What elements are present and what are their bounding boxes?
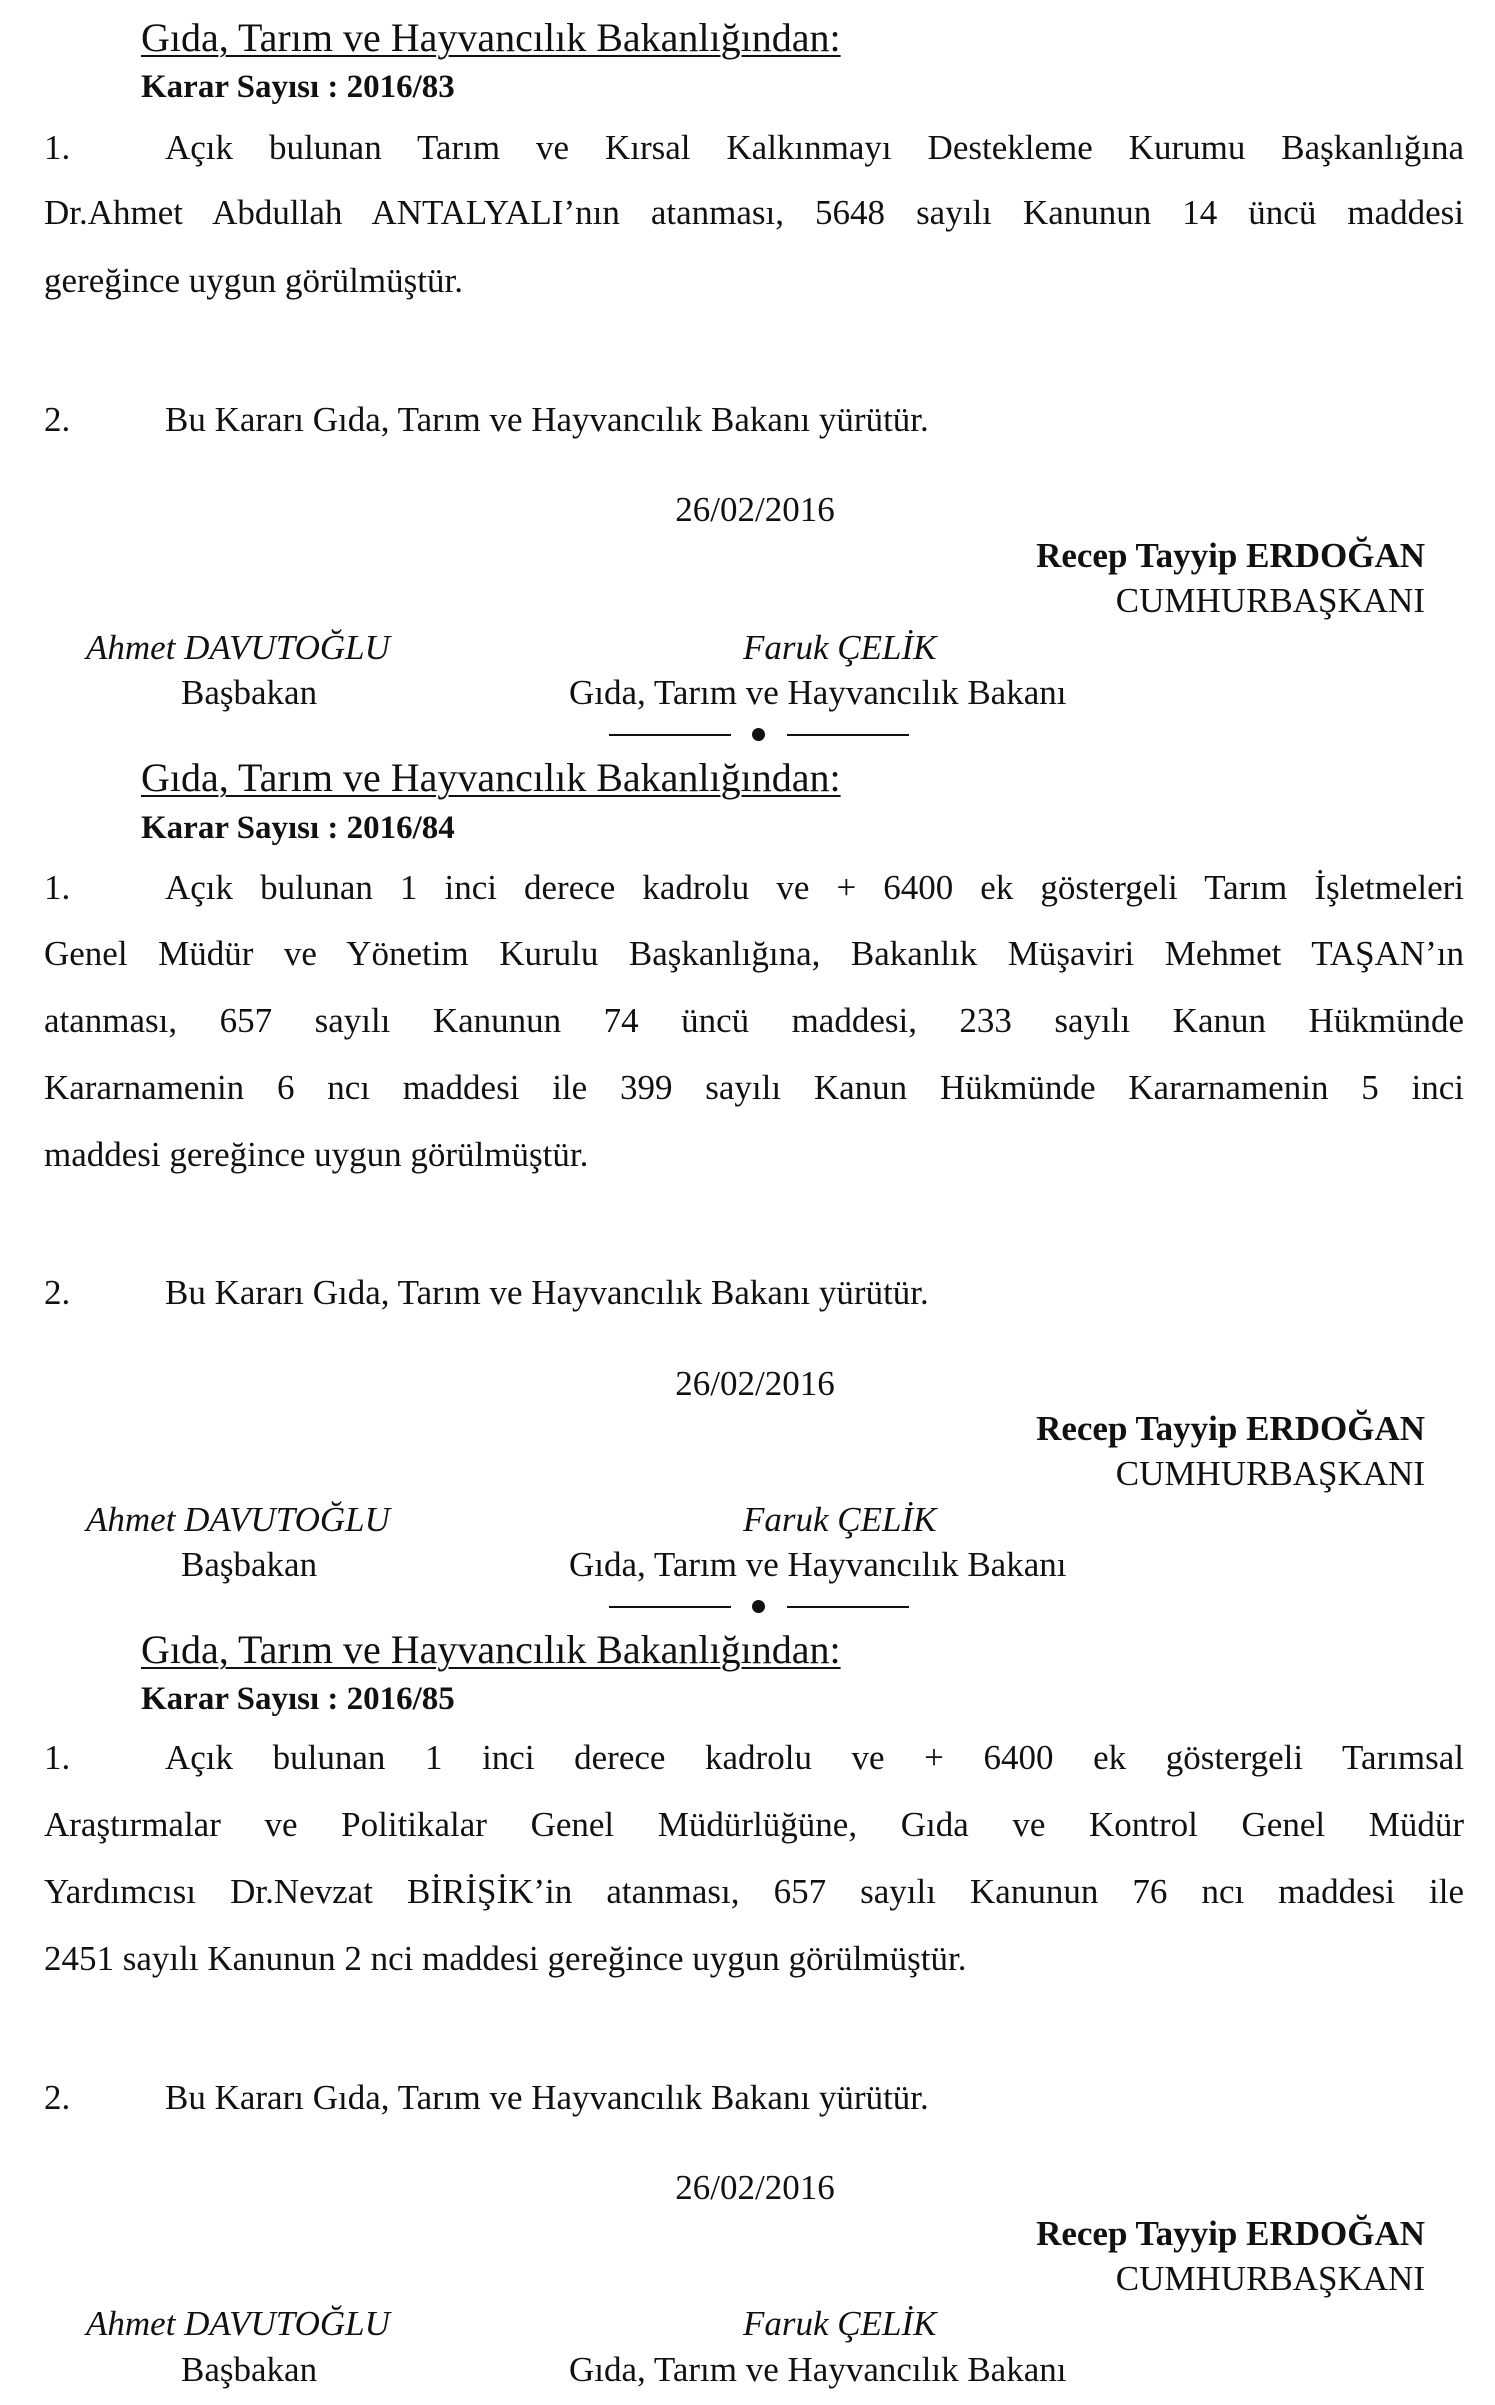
section-separator: [609, 1595, 909, 1619]
item-text-line: Açık bulunan Tarım ve Kırsal Kalkınmayı Destekleme Kurumu Başkanlığına: [165, 128, 1464, 167]
item-number: 1.: [44, 1738, 71, 1777]
item-text-line: Dr.Ahmet Abdullah ANTALYALI’nın atanması, 5648 sayılı Kanunun 14 üncü maddesi: [44, 193, 1464, 232]
item-text-line: Açık bulunan 1 inci derece kadrolu ve + 6400 ek göstergeli Tarımsal: [165, 1738, 1464, 1777]
item-text-line: Kararnamenin 6 ncı maddesi ile 399 sayılı Kanun Hükmünde Kararnamenin 5 inci: [44, 1068, 1464, 1107]
institution-heading: Gıda, Tarım ve Hayvancılık Bakanlığından:: [141, 755, 841, 800]
item-text-line: gereğince uygun görülmüştür.: [44, 261, 463, 300]
item-text-line: maddesi gereğince uygun görülmüştür.: [44, 1135, 589, 1174]
item-number: 1.: [44, 868, 71, 907]
president-title: CUMHURBAŞKANI: [1115, 1454, 1425, 1493]
prime-minister-title: Başbakan: [181, 2350, 318, 2389]
item-text-line: Genel Müdür ve Yönetim Kurulu Başkanlığına, Bakanlık Müşaviri Mehmet TAŞAN’ın: [44, 934, 1464, 973]
item-text-line: 2451 sayılı Kanunun 2 nci maddesi gereğince uygun görülmüştür.: [44, 1939, 967, 1978]
item-text-line: Yardımcısı Dr.Nevzat BİRİŞİK’in atanması, 657 sayılı Kanunun 76 ncı maddesi ile: [44, 1872, 1464, 1911]
prime-minister-name: Ahmet DAVUTOĞLU: [86, 2304, 390, 2343]
president-name: Recep Tayyip ERDOĞAN: [1036, 2214, 1425, 2253]
item-text-line: atanması, 657 sayılı Kanunun 74 üncü maddesi, 233 sayılı Kanun Hükmünde: [44, 1001, 1464, 1040]
decision-date: 26/02/2016: [675, 2168, 835, 2207]
item-number: 2.: [44, 400, 71, 439]
item-number: 2.: [44, 1273, 71, 1312]
decision-date: 26/02/2016: [675, 1364, 835, 1403]
prime-minister-name: Ahmet DAVUTOĞLU: [86, 1500, 390, 1539]
president-title: CUMHURBAŞKANI: [1115, 2259, 1425, 2298]
item-text-line: Araştırmalar ve Politikalar Genel Müdürlüğüne, Gıda ve Kontrol Genel Müdür: [44, 1805, 1464, 1844]
minister-title: Gıda, Tarım ve Hayvancılık Bakanı: [569, 1545, 1067, 1584]
prime-minister-title: Başbakan: [181, 1545, 318, 1584]
item-text-line: Açık bulunan 1 inci derece kadrolu ve + 6400 ek göstergeli Tarım İşletmeleri: [165, 868, 1464, 907]
decision-number: Karar Sayısı : 2016/84: [141, 810, 455, 846]
decision-number: Karar Sayısı : 2016/85: [141, 1681, 455, 1717]
institution-heading: Gıda, Tarım ve Hayvancılık Bakanlığından:: [141, 15, 841, 60]
item-number: 1.: [44, 128, 71, 167]
item-text: Bu Kararı Gıda, Tarım ve Hayvancılık Bakanı yürütür.: [165, 400, 929, 439]
item-text: Bu Kararı Gıda, Tarım ve Hayvancılık Bakanı yürütür.: [165, 1273, 929, 1312]
minister-name: Faruk ÇELİK: [743, 2304, 937, 2343]
separator-dot-icon: [752, 1600, 765, 1613]
decision-date: 26/02/2016: [675, 490, 835, 529]
minister-title: Gıda, Tarım ve Hayvancılık Bakanı: [569, 673, 1067, 712]
minister-title: Gıda, Tarım ve Hayvancılık Bakanı: [569, 2350, 1067, 2389]
president-title: CUMHURBAŞKANI: [1115, 581, 1425, 620]
prime-minister-name: Ahmet DAVUTOĞLU: [86, 628, 390, 667]
decision-number: Karar Sayısı : 2016/83: [141, 69, 455, 105]
president-name: Recep Tayyip ERDOĞAN: [1036, 1409, 1425, 1448]
minister-name: Faruk ÇELİK: [743, 628, 937, 667]
president-name: Recep Tayyip ERDOĞAN: [1036, 536, 1425, 575]
prime-minister-title: Başbakan: [181, 673, 318, 712]
minister-name: Faruk ÇELİK: [743, 1500, 937, 1539]
item-text: Bu Kararı Gıda, Tarım ve Hayvancılık Bakanı yürütür.: [165, 2078, 929, 2117]
item-number: 2.: [44, 2078, 71, 2117]
institution-heading: Gıda, Tarım ve Hayvancılık Bakanlığından:: [141, 1627, 841, 1672]
